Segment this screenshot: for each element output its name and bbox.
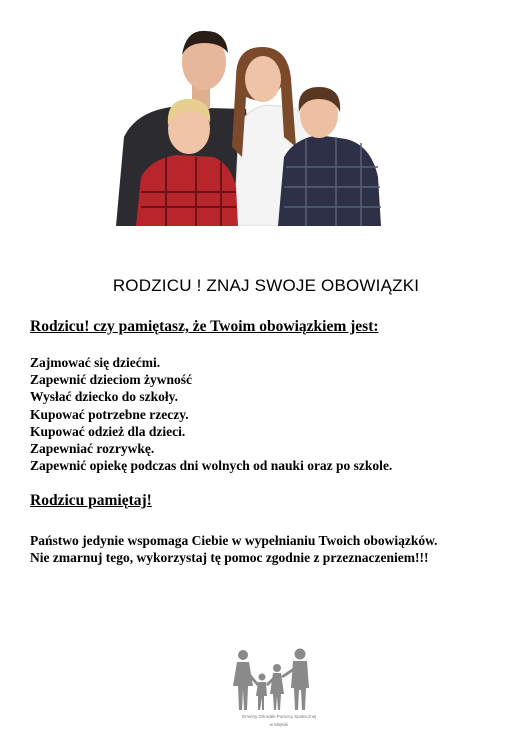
- family-silhouette-icon: [229, 644, 329, 714]
- right-boy-shirt: [278, 135, 381, 226]
- duty-item: Zapewnić opiekę podczas dni wolnych od nauki oraz po szkole.: [30, 458, 393, 474]
- left-boy-shirt: [136, 155, 238, 226]
- gops-logo: [229, 644, 329, 736]
- remember-heading: Rodzicu pamiętaj!: [30, 492, 152, 509]
- duty-item: Zajmować się dziećmi.: [30, 355, 161, 370]
- duty-item: Kupować potrzebne rzeczy.: [30, 406, 189, 422]
- duty-item: Zapewnić dzieciom żywność: [30, 372, 192, 388]
- page-title: RODZICU ! ZNAJ SWOJE OBOWIĄZKI: [112, 276, 420, 295]
- logo-location: w Miękini: [269, 722, 289, 727]
- duties-list: [30, 354, 392, 474]
- logo-name: Gminny Ośrodek Pomocy Społecznej: [241, 714, 317, 719]
- closing-paragraph: [30, 532, 490, 566]
- duty-item: Wysłać dziecko do szkoły.: [30, 389, 179, 405]
- duties-heading: Rodzicu! czy pamiętasz, że Twoim obowiązkiem jest:: [30, 318, 379, 335]
- family-photo-illustration: [96, 17, 409, 226]
- warning-text: Nie zmarnuj tego, wykorzystaj tę pomoc zgodnie z przeznaczeniem!!!: [30, 550, 429, 566]
- support-text: Państwo jedynie wspomaga Ciebie w wypełnianiu Twoich obowiązków.: [30, 533, 438, 548]
- duty-item: Zapewniać rozrywkę.: [30, 441, 155, 457]
- family-photo: [96, 17, 409, 226]
- mother-face: [245, 56, 281, 102]
- duty-item: Kupować odzież dla dzieci.: [30, 423, 186, 439]
